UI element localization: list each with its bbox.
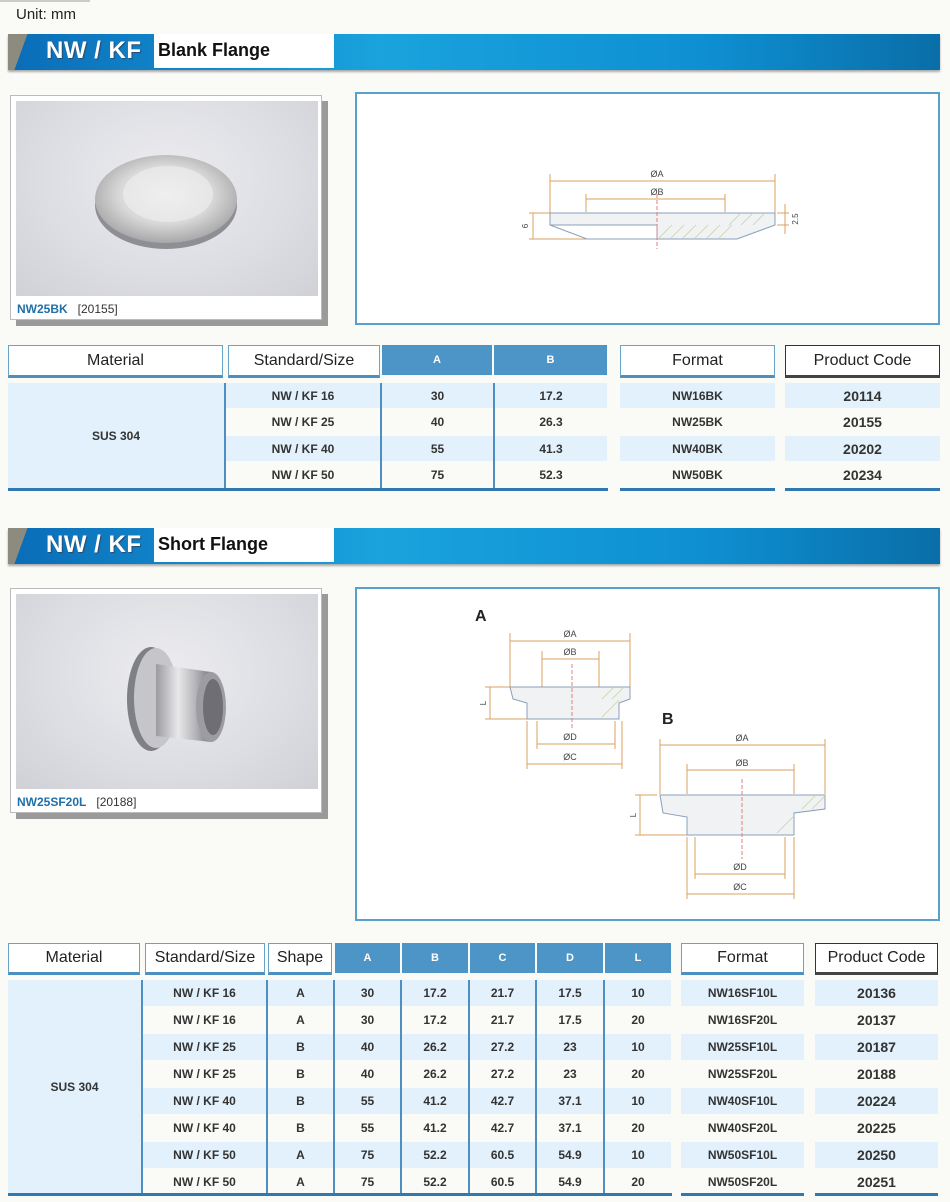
svg-text:L: L [629,812,638,818]
cell-d: 17.5 [558,986,582,1000]
product-photo-short-flange [10,588,322,813]
cell-standard: NW / KF 50 [173,1175,236,1189]
cell-product-code: 20114 [843,387,882,404]
cell-b: 26.2 [423,1040,447,1054]
blank-flange-drawing-icon [357,94,938,323]
cell-a: 75 [430,468,445,482]
col-header-standard: Standard/Size [228,345,380,378]
technical-drawing-short-flange [355,587,940,921]
short-flange-photo-icon [16,594,318,789]
cell-standard: NW / KF 25 [173,1040,236,1054]
cell-d: 37.1 [558,1121,582,1135]
photo-image [16,101,318,296]
cell-shape: B [296,1067,305,1081]
svg-text:ØD: ØD [563,732,577,742]
col-header-standard: Standard/Size [145,943,265,975]
unit-label: Unit: mm [16,6,76,23]
svg-text:ØB: ØB [650,187,664,197]
cell-l: 10 [631,1040,645,1054]
svg-text:ØB: ØB [735,758,749,768]
cell-l: 20 [631,1013,645,1027]
col-header-d: D [537,943,603,973]
cell-format: NW40SF20L [707,1121,778,1135]
cell-product-code: 20234 [843,467,882,483]
cell-product-code: 20251 [857,1174,896,1190]
svg-text:ØB: ØB [563,647,577,657]
cell-format: NW16SF20L [707,1013,778,1027]
svg-text:A: A [475,608,487,625]
cell-d: 17.5 [558,1013,582,1027]
cell-a: 55 [360,1094,375,1108]
cell-l: 10 [631,1148,645,1162]
section-banner-short-flange [8,528,940,564]
cell-b: 26.3 [539,415,563,429]
cell-standard: NW / KF 16 [173,1013,236,1027]
cell-format: NW40BK [672,441,723,456]
cell-l: 20 [631,1067,645,1081]
divider [620,488,775,491]
cell-shape: A [296,1013,305,1027]
cell-shape: B [296,1121,305,1135]
cell-product-code: 20155 [843,414,882,430]
cell-d: 23 [563,1067,577,1081]
cell-format: NW50SF20L [707,1175,778,1189]
svg-text:B: B [662,711,674,728]
cell-b: 52.2 [423,1175,447,1189]
cell-c: 60.5 [490,1148,515,1162]
photo-caption [17,795,136,809]
cell-b: 41.3 [539,441,563,456]
divider [785,488,940,491]
cell-c: 42.7 [490,1094,515,1108]
cell-a: 55 [360,1121,375,1135]
col-header-b: B [402,943,468,973]
cell-standard: NW / KF 40 [173,1094,236,1108]
cell-a: 75 [360,1148,375,1162]
cell-format: NW25SF10L [707,1040,778,1054]
banner-title: Short Flange [158,534,269,554]
material-cell: SUS 304 [50,1080,99,1094]
cell-b: 52.3 [539,468,563,482]
cell-c: 21.7 [490,1013,515,1027]
cell-c: 27.2 [490,1040,515,1054]
cell-b: 41.2 [423,1121,447,1135]
svg-text:ØC: ØC [563,752,577,762]
svg-text:ØA: ØA [650,169,664,179]
cell-a: 30 [360,1013,375,1027]
cell-b: 17.2 [423,1013,447,1027]
cell-l: 10 [631,986,645,1000]
cell-c: 60.5 [490,1175,515,1189]
cell-c: 27.2 [490,1067,515,1081]
caption-product-format: NW25BK [17,302,68,316]
col-header-c: C [470,943,535,973]
technical-drawing-blank-flange [355,92,940,325]
cell-shape: A [296,1175,305,1189]
cell-product-code: 20188 [857,1066,896,1082]
cell-product-code: 20202 [843,440,882,457]
cell-shape: B [296,1094,305,1108]
photo-caption [17,302,118,316]
photo-image [16,594,318,789]
cell-standard: NW / KF 40 [173,1121,236,1135]
cell-l: 20 [631,1175,645,1189]
cell-format: NW16SF10L [707,986,778,1000]
cell-d: 37.1 [558,1094,582,1108]
col-header-shape: Shape [268,943,332,975]
cell-b: 41.2 [423,1094,447,1108]
svg-text:2.5: 2.5 [791,213,800,225]
cell-a: 75 [360,1175,375,1189]
cell-d: 54.9 [558,1148,582,1162]
cell-product-code: 20224 [857,1093,896,1109]
svg-text:L: L [479,700,488,706]
svg-text:ØD: ØD [733,862,747,872]
cell-l: 20 [631,1121,645,1135]
banner-title-box [154,528,334,562]
cell-format: NW16BK [672,388,723,403]
col-header-l: L [605,943,671,973]
col-header-a: A [382,345,492,375]
cell-a: 40 [360,1040,375,1054]
product-photo-blank-flange [10,95,322,320]
cell-standard: NW / KF 16 [271,388,335,403]
cell-standard: NW / KF 50 [271,468,335,482]
cell-product-code: 20225 [857,1120,896,1136]
material-cell: SUS 304 [91,429,141,443]
svg-text:6: 6 [521,223,530,229]
banner-title: Blank Flange [158,40,271,60]
caption-product-code: [20188] [96,795,137,809]
cell-c: 42.7 [490,1121,515,1135]
caption-product-format: NW25SF20L [17,795,87,809]
banner-title-box [154,34,334,68]
cell-product-code: 20137 [857,1012,896,1028]
cell-l: 10 [631,1094,645,1108]
cell-standard: NW / KF 40 [271,441,335,456]
cell-a: 30 [360,986,375,1000]
cell-format: NW25SF20L [707,1067,778,1081]
cell-d: 54.9 [558,1175,582,1189]
cell-b: 26.2 [423,1067,447,1081]
cell-standard: NW / KF 25 [173,1067,236,1081]
cell-shape: A [296,1148,305,1162]
cell-shape: B [296,1040,305,1054]
cell-standard: NW / KF 50 [173,1148,236,1162]
cell-b: 17.2 [423,986,447,1000]
cell-shape: A [296,986,305,1000]
cell-product-code: 20250 [857,1147,896,1163]
col-header-format: Format [620,345,775,378]
short-flange-drawing-icon [357,589,938,919]
cell-standard: NW / KF 25 [271,415,335,429]
cell-b: 17.2 [539,388,563,403]
caption-product-code: [20155] [77,302,118,316]
section-banner-blank-flange [8,34,940,70]
cell-b: 52.2 [423,1148,447,1162]
cell-c: 21.7 [490,986,515,1000]
cell-product-code: 20187 [857,1039,896,1055]
cell-format: NW50BK [672,468,723,482]
col-header-product-code: Product Code [785,345,940,378]
col-header-material: Material [8,943,140,975]
cell-d: 23 [563,1040,577,1054]
blank-flange-photo-icon [16,101,318,296]
cell-standard: NW / KF 16 [173,986,236,1000]
svg-text:ØA: ØA [735,733,749,743]
col-header-a: A [335,943,400,973]
banner-series: NW / KF [46,531,142,558]
col-header-format: Format [681,943,804,975]
cell-a: 40 [430,415,445,429]
svg-text:ØC: ØC [733,882,747,892]
svg-text:ØA: ØA [563,629,577,639]
cell-a: 30 [430,388,445,403]
cell-a: 55 [430,441,445,456]
col-header-product-code: Product Code [815,943,938,975]
col-header-b: B [494,345,607,375]
cell-format: NW50SF10L [707,1148,778,1162]
cell-product-code: 20136 [857,985,896,1001]
col-header-material: Material [8,345,223,378]
cell-a: 40 [360,1067,375,1081]
cell-format: NW40SF10L [707,1094,778,1108]
cell-format: NW25BK [672,415,723,429]
banner-series: NW / KF [46,37,142,64]
